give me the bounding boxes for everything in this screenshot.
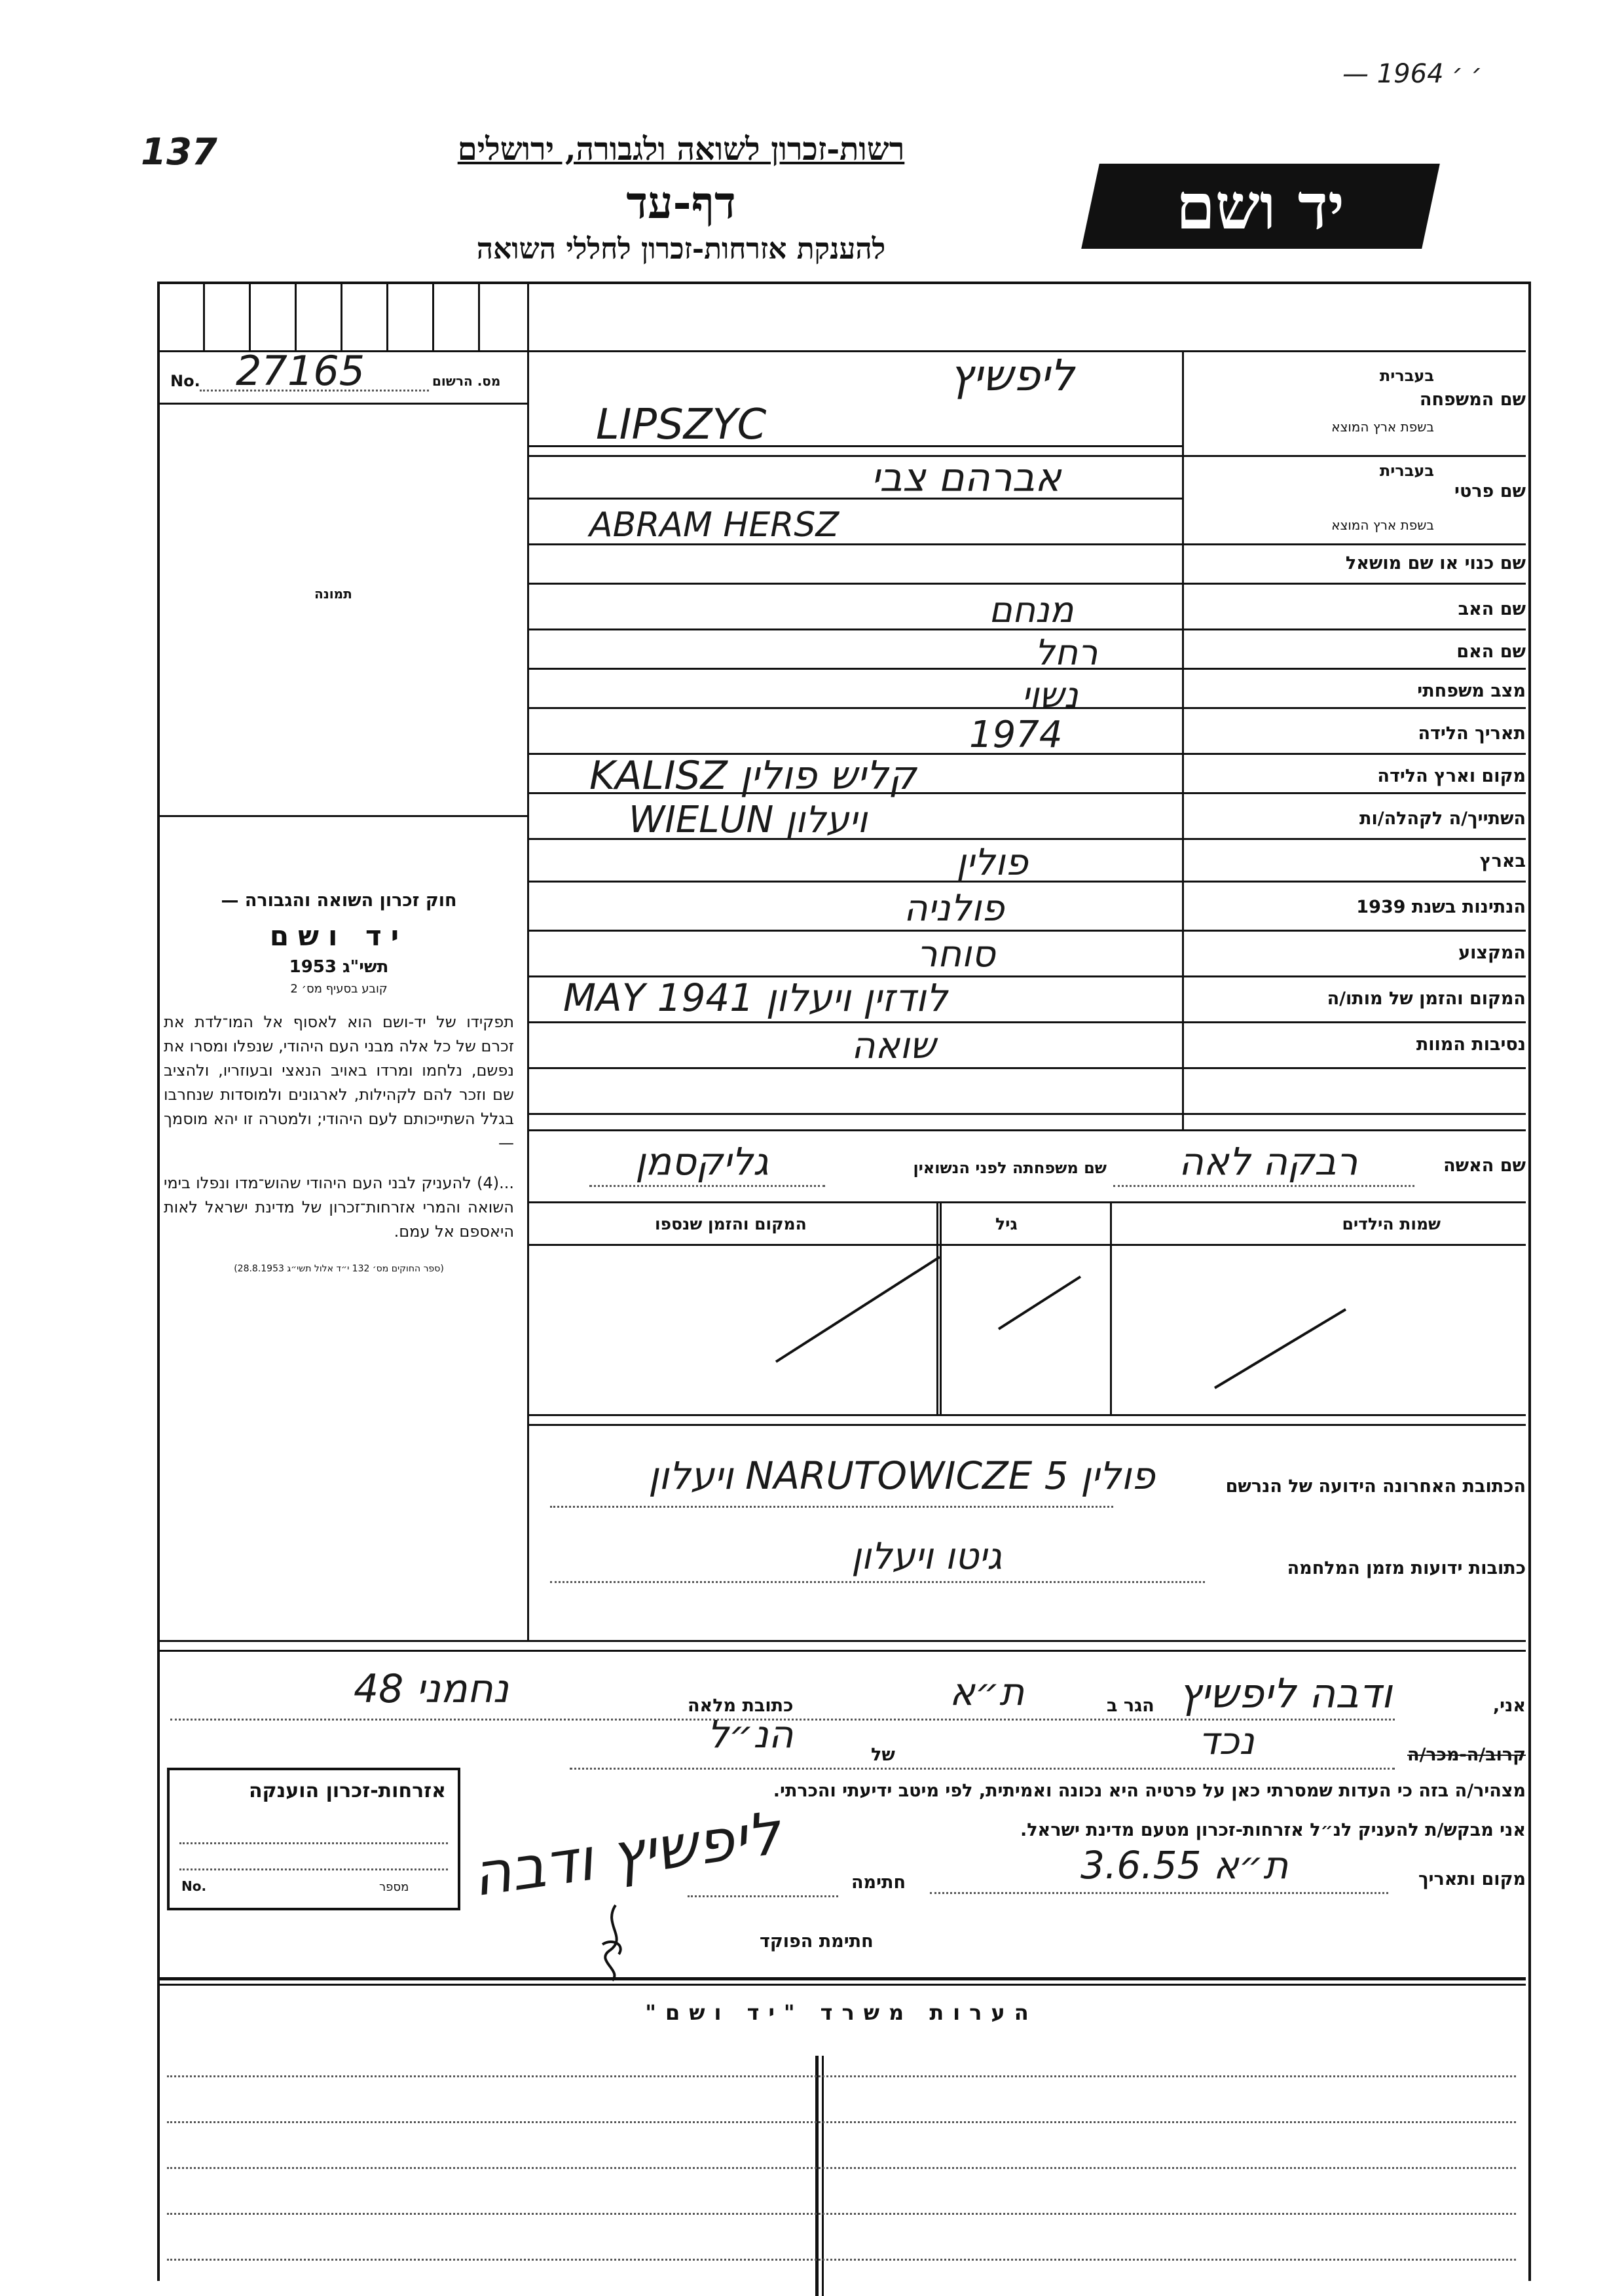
- law-year: תשי"ג 1953: [289, 957, 389, 977]
- officer-signature: [576, 1899, 655, 1984]
- law-section: קובע בסעיף מס׳ 2: [290, 982, 388, 996]
- declarant-signature: ליפשיץ ודבה: [468, 1798, 785, 1910]
- registration-label-he: מס. הרשום: [432, 373, 501, 389]
- field-birth-date-value: 1974: [969, 714, 1063, 756]
- corner-scribble: — ׳ ׳ 1964: [1342, 59, 1483, 89]
- declaration-i-label: אני,: [1492, 1696, 1526, 1716]
- field-family-name-he: ליפשיץ: [950, 350, 1075, 401]
- children-col-place: המקום והזמן שנספו: [655, 1214, 807, 1233]
- field-marital-status-value: נשוי: [1022, 674, 1079, 716]
- form-subtitle: להענקת אזרחות-זכרון לחללי השואה: [476, 232, 886, 266]
- field-family-name-sub-he: בעברית: [1379, 367, 1434, 385]
- field-family-name-orig: LIPSZYC: [596, 401, 767, 449]
- form-title: דף-עד: [626, 177, 736, 229]
- field-first-name-sub-he: בעברית: [1379, 462, 1434, 480]
- citizenship-box-title: אזרחות-זכרון הוענקה: [248, 1779, 446, 1802]
- statement-2: אני מבקש/ת להעניק לנ״ל אזרחות-זכרון מטעם מדינת ישראל.: [1020, 1820, 1526, 1840]
- field-first-name-he: אברהם צבי: [871, 455, 1061, 501]
- place-date-label: מקום ותאריך: [1418, 1869, 1526, 1889]
- office-notes-title: הערות משרד "יד ושם": [645, 2000, 1038, 2025]
- full-address-value: נחמני 48: [354, 1666, 509, 1712]
- officer-signature-label: חתימת הפוקד: [760, 1931, 874, 1952]
- field-birthplace-label: מקום וארץ הלידה: [1377, 766, 1526, 786]
- law-text-2: ...(4) להעניק לבני העם היהודי שהוש־מדו ונפלו בימי השואה והמרי אזרחות־זכרון של מדינת ישראל לאות היאספם אל עמם.: [164, 1174, 514, 1241]
- field-birth-date-label: תאריך הלידה: [1418, 723, 1526, 744]
- citizenship-no-he: מספר: [379, 1880, 409, 1894]
- wife-name: רבקה לאה: [1179, 1139, 1358, 1184]
- last-address-label: הכתובת האחרונה הידועה של הנרשם: [1225, 1476, 1526, 1497]
- field-country-value: פולין: [956, 841, 1028, 884]
- of-value: הנ״ל: [707, 1712, 794, 1757]
- field-first-name-label: שם פרטי: [1454, 481, 1526, 501]
- law-title: חוק זכרון השואה והגבורה —: [221, 890, 457, 911]
- field-mother-value: רחל: [1035, 632, 1098, 673]
- field-first-name-orig: ABRAM HERSZ: [589, 505, 840, 545]
- photo-label: תמונה: [314, 586, 352, 602]
- field-alias-label: שם כנוי או שם מושאל: [1345, 553, 1526, 574]
- field-family-name-label: שם המשפחה: [1419, 390, 1526, 410]
- strike-names: [1215, 1309, 1346, 1388]
- declarant-name: ודבה ליפשיץ: [1179, 1669, 1392, 1717]
- relation-value: נכד: [1198, 1719, 1255, 1763]
- children-col-age: גיל: [995, 1214, 1018, 1233]
- field-community-label: השתייך/ה לקהלה/ות: [1359, 809, 1526, 829]
- field-mother-label: שם האם: [1456, 642, 1526, 662]
- resides-label: הגר ב: [1107, 1696, 1154, 1716]
- citizenship-no-label: No.: [181, 1878, 207, 1894]
- statement-1: מצהיר/ה בזה כי העדות שמסרתי כאן על פרטיה היא נכונה ואמיתית, לפי מיטב ידיעתי והכרתי.: [773, 1781, 1526, 1801]
- wife-maiden-label: שם משפחתה לפני הנשואין: [913, 1159, 1107, 1177]
- field-nationality-1939-value: פולניה: [904, 887, 1005, 930]
- field-community-value: WIELUN ויעלון: [629, 799, 868, 841]
- registration-label-en: No.: [170, 372, 200, 390]
- field-profession-label: המקצוע: [1458, 943, 1526, 963]
- field-death-place-time-value: MAY 1941 לודזין ויעלון: [563, 975, 948, 1020]
- wife-maiden-name: גליקסמן: [635, 1139, 769, 1184]
- strike-age: [999, 1277, 1080, 1329]
- sheet-number: 137: [141, 131, 217, 173]
- relation-label: קרוב/ה-מכר/ה: [1407, 1745, 1526, 1765]
- strike-place: [776, 1257, 940, 1362]
- registration-number: 27165: [236, 347, 365, 395]
- authority-line: רשות-זכרון לשואה ולגבורה, ירושלים: [457, 131, 905, 168]
- signature-label: חתימה: [851, 1872, 906, 1893]
- field-father-label: שם האב: [1458, 599, 1526, 619]
- law-text-1: תפקידו של יד-ושם הוא לאסוף אל המו־לדת את זכרם של כל אלה מבני העם היהודי, שנפלו ומסרו את נפשם, נלחמו ומרדו באויב הנאצי ובעוזריו, ולהציב שם וזכר להם לקהילות, לארגונים ולמוסדות שנחרבו בגלל השתייכותם לעם היהודי; ולמטרה זו יהא מוסמך —: [164, 1013, 514, 1152]
- war-address-value: גיטו ויעלון: [851, 1535, 1003, 1578]
- full-address-label: כתובת מלאה: [688, 1696, 794, 1716]
- field-family-name-sub-orig: בשפת ארץ המוצא: [1331, 419, 1434, 435]
- field-nationality-1939-label: הנתינות בשנת 1939: [1356, 897, 1526, 917]
- field-profession-value: סוחר: [917, 933, 995, 975]
- law-citation: (ספר החוקים מס׳ 132 י״ד אלול תשי״ג 28.8.1953): [234, 1264, 444, 1274]
- yad-vashem-logo: [1081, 164, 1440, 249]
- of-label: של: [871, 1745, 895, 1765]
- field-marital-status-label: מצב משפחתי: [1417, 681, 1526, 701]
- children-strike-marks: [527, 1244, 1526, 1414]
- field-death-place-time-label: המקום והזמן של מותו/ה: [1327, 989, 1526, 1009]
- field-birthplace-value: KALISZ קליש פולין: [589, 753, 917, 799]
- field-father-value: מנחם: [989, 589, 1074, 630]
- field-death-circumstances-value: שואה: [851, 1025, 936, 1067]
- law-name: יד ושם: [269, 920, 409, 952]
- wife-label: שם האשה: [1443, 1156, 1526, 1176]
- children-col-names: שמות הילדים: [1342, 1214, 1441, 1233]
- law-box: [164, 890, 514, 1274]
- field-country-label: בארץ: [1479, 851, 1526, 871]
- logo-text: יד ושם: [1176, 169, 1345, 244]
- resides-value: ת״א: [950, 1669, 1025, 1714]
- last-address-value: ויעלון NARUTOWICZE 5 פולין: [648, 1453, 1155, 1498]
- war-address-label: כתובות ידועות מזמן המלחמה: [1287, 1558, 1526, 1578]
- place-date-value: ת״א 3.6.55: [1080, 1843, 1289, 1887]
- citizenship-box: [167, 1768, 460, 1910]
- field-death-circumstances-label: נסיבות המוות: [1416, 1034, 1526, 1055]
- field-first-name-sub-orig: בשפת ארץ המוצא: [1331, 517, 1434, 533]
